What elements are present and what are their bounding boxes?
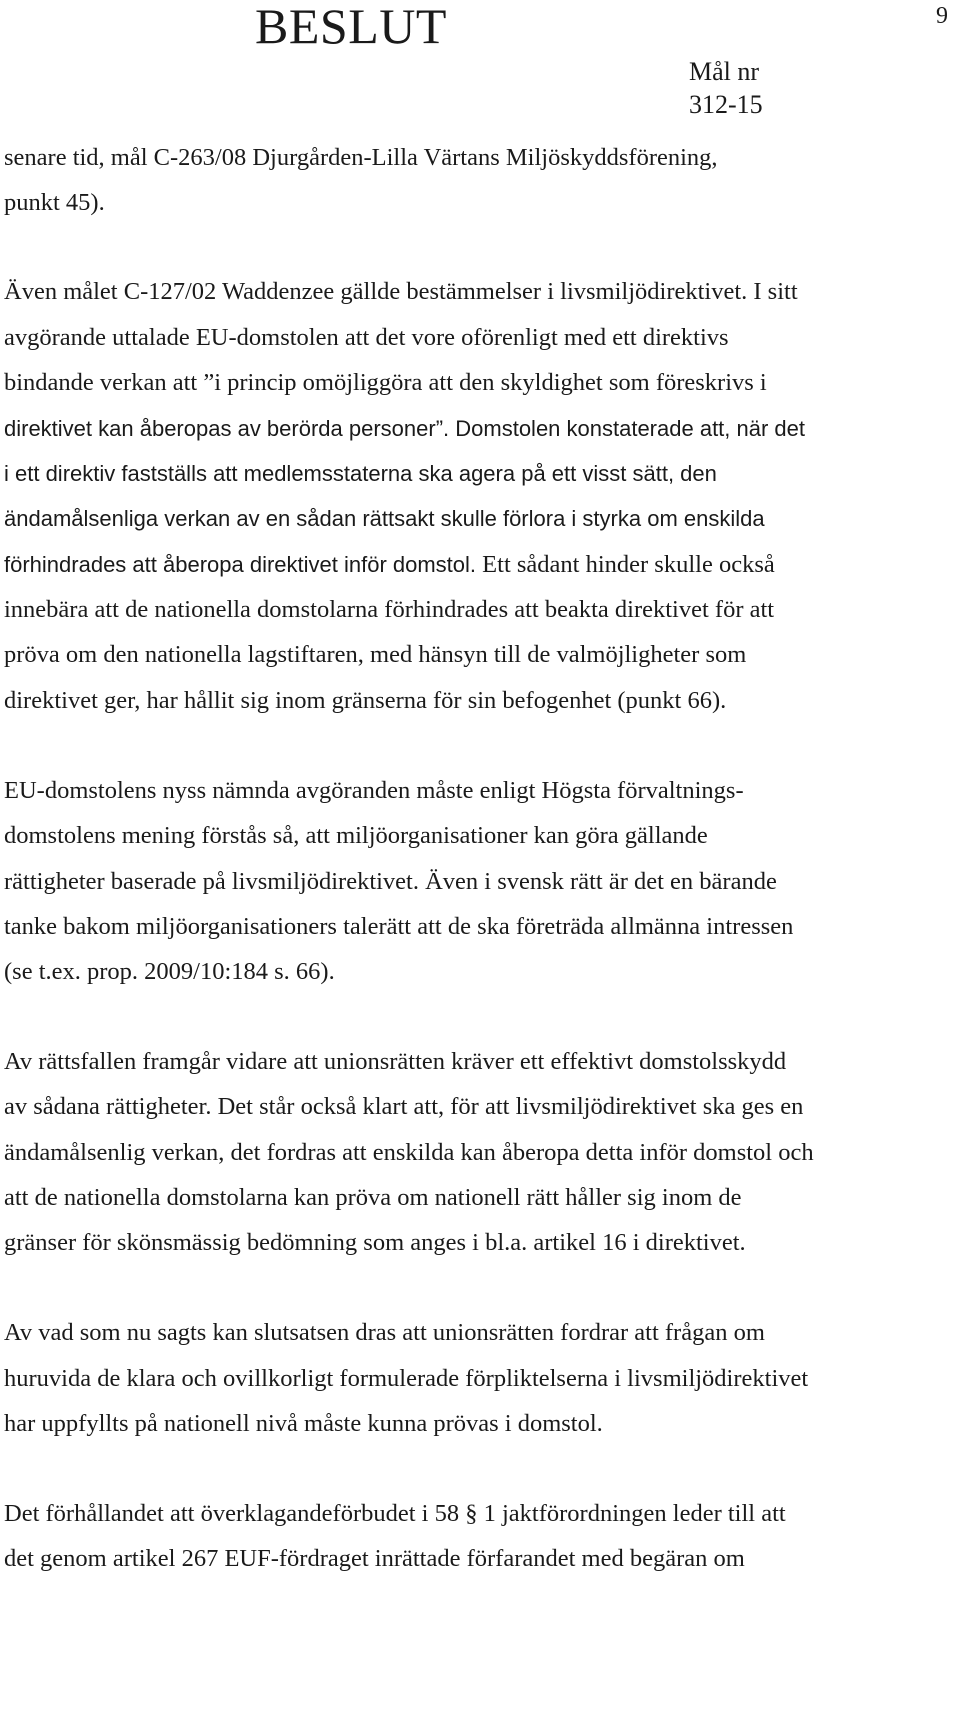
text-line: Av rättsfallen framgår vidare att unionsrätten kräver ett effektivt domstolsskydd: [4, 1048, 787, 1075]
text-line: förhindrades att åberopa direktivet inför domstol. Ett sådant hinder skulle också: [4, 551, 775, 578]
text-line: avgörande uttalade EU-domstolen att det vore oförenligt med ett direktivs: [4, 324, 729, 351]
text-line: tanke bakom miljöorganisationers talerätt att de ska företräda allmänna intressen: [4, 913, 794, 940]
text-line: ändamålsenlig verkan, det fordras att enskilda kan åberopa detta inför domstol och: [4, 1139, 814, 1166]
page-number: 9: [936, 3, 948, 29]
text-line: att de nationella domstolarna kan pröva om nationell rätt håller sig inom de: [4, 1184, 742, 1211]
text-line: i ett direktiv fastställs att medlemsstaterna ska agera på ett visst sätt, den: [4, 461, 717, 486]
text-line: Även målet C-127/02 Waddenzee gällde bestämmelser i livsmiljödirektivet. I sitt: [4, 278, 798, 305]
text-line: EU-domstolens nyss nämnda avgöranden måste enligt Högsta förvaltnings-: [4, 777, 744, 804]
text-line: domstolens mening förstås så, att miljöorganisationer kan göra gällande: [4, 822, 708, 849]
case-number-label: Mål nr: [689, 57, 760, 86]
text-line: av sådana rättigheter. Det står också klart att, för att livsmiljödirektivet ska ges en: [4, 1093, 804, 1120]
text-line: direktivet ger, har hållit sig inom gränserna för sin befogenhet (punkt 66).: [4, 687, 727, 714]
text-line: huruvida de klara och ovillkorligt formulerade förpliktelserna i livsmiljödirektivet: [4, 1365, 809, 1392]
text-line: punkt 45).: [4, 189, 105, 216]
text-line: direktivet kan åberopas av berörda personer”. Domstolen konstaterade att, när det: [4, 416, 806, 441]
text-line: bindande verkan att ”i princip omöjliggöra att den skyldighet som föreskrivs i: [4, 369, 767, 396]
text-line: (se t.ex. prop. 2009/10:184 s. 66).: [4, 958, 335, 985]
text-line: pröva om den nationella lagstiftaren, med hänsyn till de valmöjligheter som: [4, 641, 747, 668]
case-number: 312-15: [689, 90, 763, 119]
text-line: Det förhållandet att överklagandeförbudet i 58 § 1 jaktförordningen leder till att: [4, 1500, 786, 1527]
text-line: Av vad som nu sagts kan slutsatsen dras att unionsrätten fordrar att frågan om: [4, 1319, 765, 1346]
document-title: BESLUT: [255, 0, 447, 54]
text-line: innebära att de nationella domstolarna förhindrades att beakta direktivet för att: [4, 596, 775, 623]
text-line: gränser för skönsmässig bedömning som anges i bl.a. artikel 16 i direktivet.: [4, 1229, 746, 1256]
text-line: senare tid, mål C-263/08 Djurgården-Lilla Värtans Miljöskyddsförening,: [4, 144, 718, 171]
text-line: har uppfyllts på nationell nivå måste kunna prövas i domstol.: [4, 1410, 603, 1437]
text-line: ändamålsenliga verkan av en sådan rättsakt skulle förlora i styrka om enskilda: [4, 506, 765, 531]
text-line: rättigheter baserade på livsmiljödirektivet. Även i svensk rätt är det en bärande: [4, 868, 777, 895]
quoted-text: direktivet kan åberopas av berörda personer”.: [4, 416, 450, 441]
text-line: det genom artikel 267 EUF-fördraget inrättade förfarandet med begäran om: [4, 1545, 745, 1572]
